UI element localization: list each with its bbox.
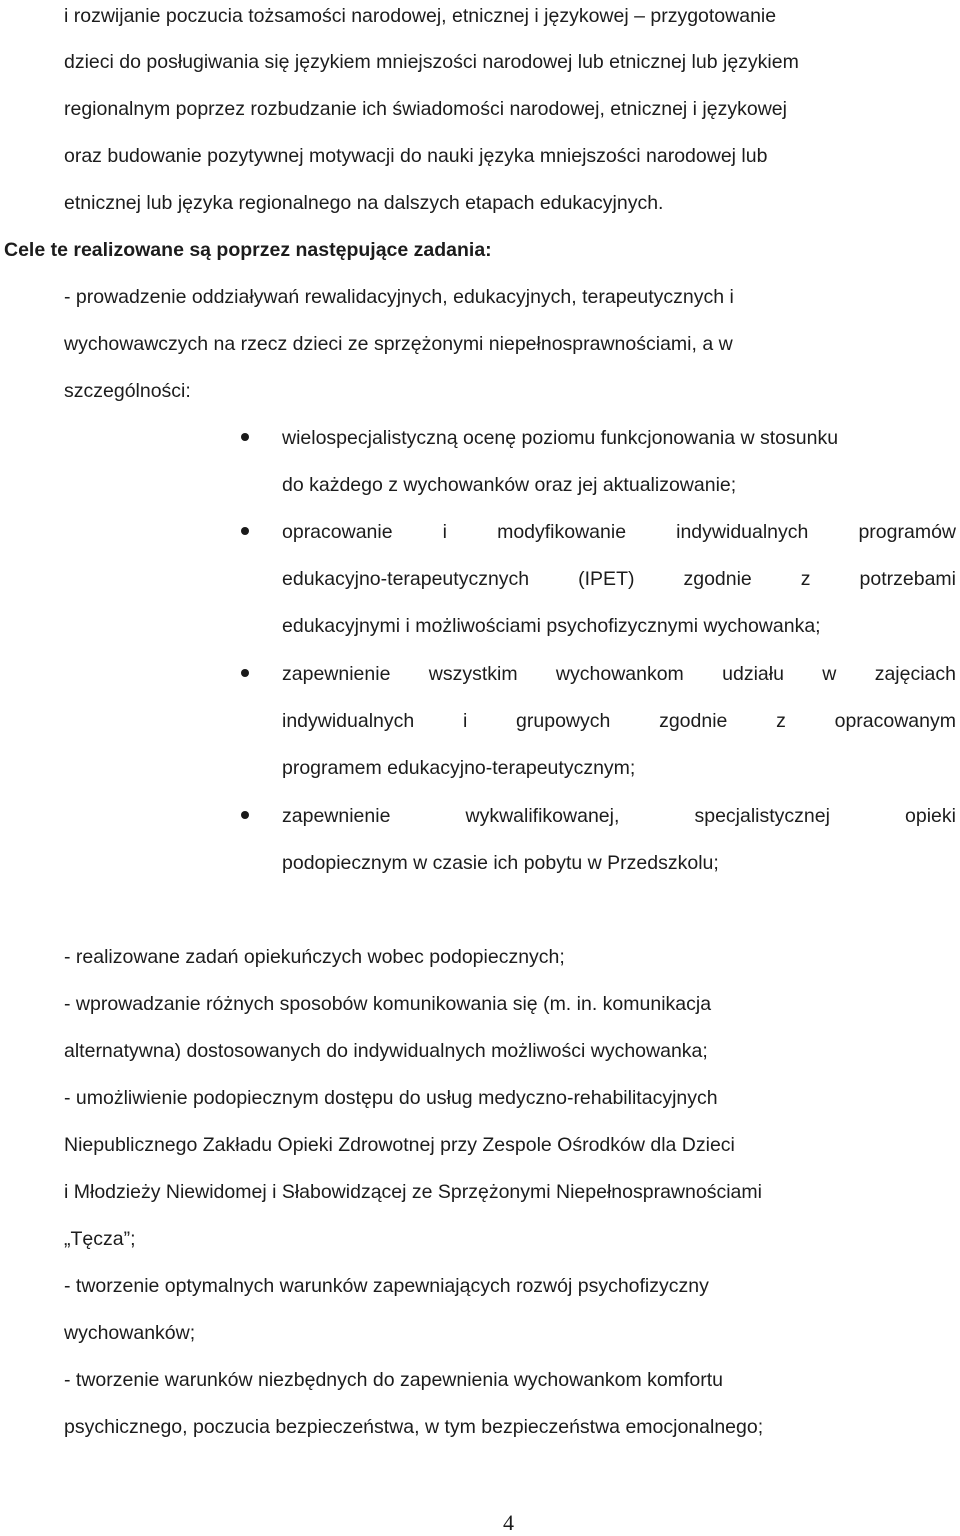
bullet-3-line-2: indywidualnych i grupowych zgodnie z opracowanym	[282, 710, 956, 732]
bullet-1-line-2: do każdego z wychowanków oraz jej aktualizowanie;	[282, 474, 737, 496]
intro-line-2: dzieci do posługiwania się językiem mniejszości narodowej lub etnicznej lub językiem	[64, 51, 799, 73]
task-2: - realizowane zadań opiekuńczych wobec podopiecznych;	[64, 946, 565, 968]
intro-line-5: etnicznej lub języka regionalnego na dalszych etapach edukacyjnych.	[64, 192, 664, 214]
bullet-dot-icon	[241, 669, 249, 677]
task-4-line-1: - umożliwienie podopiecznym dostępu do usług medyczno-rehabilitacyjnych	[64, 1087, 718, 1109]
bullet-dot-icon	[241, 527, 249, 535]
intro-line-4: oraz budowanie pozytywnej motywacji do nauki języka mniejszości narodowej lub	[64, 145, 768, 167]
bullet-4-line-1: zapewnienie wykwalifikowanej, specjalistycznej opieki	[282, 805, 956, 827]
task-1-line-3: szczególności:	[64, 380, 191, 402]
tasks-heading: Cele te realizowane są poprzez następujące zadania:	[4, 239, 492, 261]
task-4-line-3: i Młodzieży Niewidomej i Słabowidzącej ze Sprzężonymi Niepełnosprawnościami	[64, 1181, 762, 1203]
task-4-line-2: Niepublicznego Zakładu Opieki Zdrowotnej przy Zespole Ośrodków dla Dzieci	[64, 1134, 735, 1156]
task-4-line-4: „Tęcza”;	[64, 1228, 136, 1250]
bullet-1-line-1: wielospecjalistyczną ocenę poziomu funkcjonowania w stosunku	[282, 427, 839, 449]
task-6-line-2: psychicznego, poczucia bezpieczeństwa, w tym bezpieczeństwa emocjonalnego;	[64, 1416, 764, 1438]
intro-line-1: i rozwijanie poczucia tożsamości narodowej, etnicznej i językowej – przygotowanie	[64, 5, 777, 27]
bullet-3-line-3: programem edukacyjno-terapeutycznym;	[282, 757, 636, 779]
task-6-line-1: - tworzenie warunków niezbędnych do zapewnienia wychowankom komfortu	[64, 1369, 724, 1391]
task-1-line-1: - prowadzenie oddziaływań rewalidacyjnych, edukacyjnych, terapeutycznych i	[64, 286, 734, 308]
bullet-3-line-1: zapewnienie wszystkim wychowankom udziału w zajęciach	[282, 663, 956, 685]
task-1-line-2: wychowawczych na rzecz dzieci ze sprzężonymi niepełnosprawnościami, a w	[64, 333, 733, 355]
intro-line-3: regionalnym poprzez rozbudzanie ich świadomości narodowej, etnicznej i językowej	[64, 98, 787, 120]
bullet-dot-icon	[241, 811, 249, 819]
task-3-line-2: alternatywna) dostosowanych do indywidualnych możliwości wychowanka;	[64, 1040, 708, 1062]
bullet-2-line-2: edukacyjno-terapeutycznych (IPET) zgodnie z potrzebami	[282, 568, 956, 590]
task-5-line-1: - tworzenie optymalnych warunków zapewniających rozwój psychofizyczny	[64, 1275, 709, 1297]
bullet-2-line-3: edukacyjnymi i możliwościami psychofizycznymi wychowanka;	[282, 615, 821, 637]
task-5-line-2: wychowanków;	[64, 1322, 196, 1344]
bullet-2-line-1: opracowanie i modyfikowanie indywidualnych programów	[282, 521, 956, 543]
task-3-line-1: - wprowadzanie różnych sposobów komunikowania się (m. in. komunikacja	[64, 993, 712, 1015]
bullet-4-line-2: podopiecznym w czasie ich pobytu w Przedszkolu;	[282, 852, 719, 874]
bullet-dot-icon	[241, 433, 249, 441]
page-number: 4	[503, 1510, 514, 1535]
